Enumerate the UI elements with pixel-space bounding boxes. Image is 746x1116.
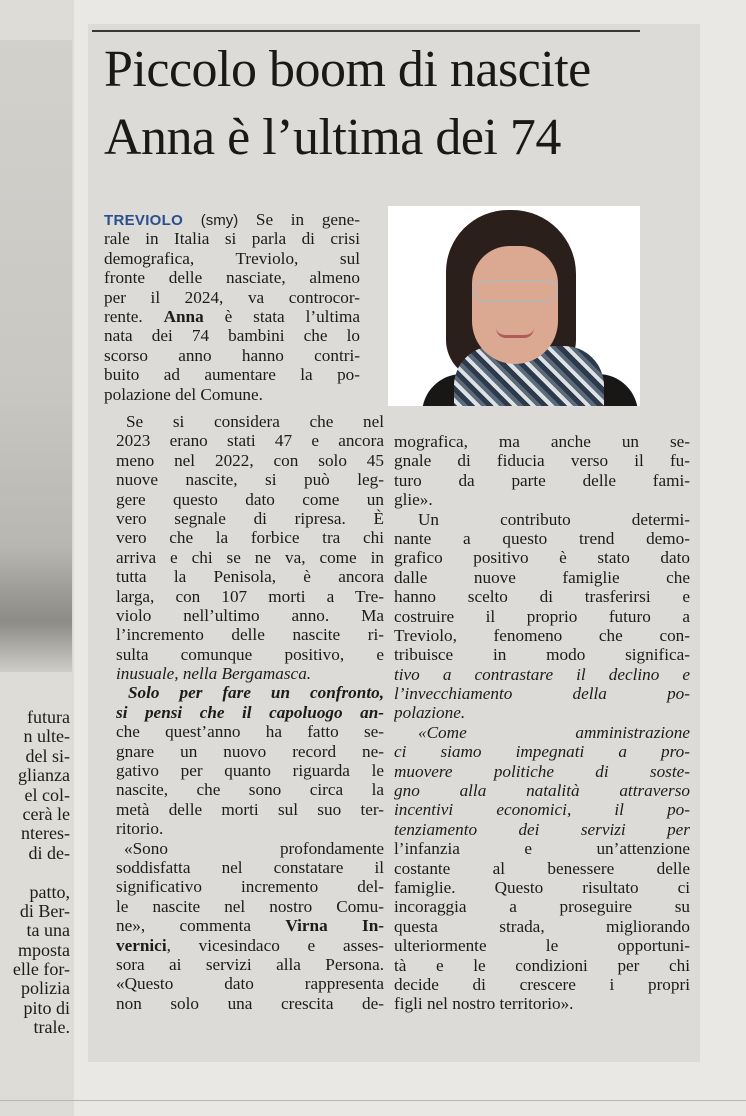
adjacent-text-line: ta una — [26, 920, 70, 941]
text-line: l’infanzia e un’attenzione — [394, 839, 690, 859]
text-line: metà delle morti sul suo ter- — [116, 799, 384, 819]
text-line: tribuisce in modo significa- — [394, 645, 690, 665]
text-line: costante al benessere delle — [394, 858, 690, 878]
text-line: muovere politiche di soste- — [394, 761, 690, 781]
text-line: nata dei 74 bambini che lo — [104, 326, 360, 346]
text-line: l’incremento delle nascite ri- — [116, 625, 384, 645]
text-line: incentivi economici, il po- — [394, 800, 690, 820]
text-line: «Questo dato rappresenta — [116, 974, 384, 994]
text-line: ulteriormente le opportuni- — [394, 936, 690, 956]
text-line: gnare un nuovo record ne- — [116, 741, 384, 761]
text-line: Solo per fare un confronto, — [128, 683, 384, 703]
text-line: violo nell’ultimo anno. Ma — [116, 605, 384, 625]
text-line: Treviolo, fenomeno che con- — [394, 625, 690, 645]
text-line: sulta comunque positivo, e — [116, 644, 384, 664]
text-line: fronte delle nasciate, almeno — [104, 268, 360, 288]
adjacent-text-line: trale. — [33, 1017, 70, 1038]
text-line: nascite, che sono circa la — [116, 780, 384, 800]
text-line: decide di crescere i propri — [394, 974, 690, 994]
headline-line-2: Anna è l’ultima dei 74 — [104, 109, 561, 166]
text-line: gno alla natalità attraverso — [394, 781, 690, 801]
adjacent-text-line: elle for- — [12, 959, 70, 980]
text-line: grafico positivo è stato dato — [394, 548, 690, 568]
text-line: che quest’anno ha fatto se- — [116, 722, 384, 742]
text-line: , vicesindaco e asses- — [166, 935, 384, 955]
portrait-photo — [388, 206, 640, 406]
text-line: sora ai servizi alla Persona. — [116, 954, 384, 974]
text-line: larga, con 107 morti a Tre- — [116, 586, 384, 606]
text-line: tutta la Penisola, è ancora — [116, 567, 384, 587]
text-line: ritorio. — [116, 819, 164, 839]
headline-line-1: Piccolo boom di nascite — [104, 41, 591, 98]
adjacent-text-line: del si- — [25, 745, 70, 766]
text-line: l’invecchiamento della po- — [394, 684, 690, 704]
text-line: incoraggia a proseguire su — [394, 897, 690, 917]
text-line: nante a questo trend demo- — [394, 528, 690, 548]
adjacent-text-line: mposta — [18, 939, 70, 960]
text-line: gere questo dato come un — [116, 489, 384, 509]
name-invernici: vernici — [116, 935, 167, 955]
adjacent-text-line: glianza — [18, 765, 70, 786]
adjacent-text-line: cerà le — [22, 803, 70, 824]
text-line: le nascite nel nostro Comu- — [116, 896, 384, 916]
text-line: buito ad aumentare la po- — [104, 365, 360, 385]
text-line: famiglie. Questo risultato ci — [394, 877, 690, 897]
adjacent-text-line: patto, — [29, 881, 70, 902]
text-line: tenziamento dei servizi per — [394, 819, 690, 839]
author-initials: (smy) — [200, 212, 239, 229]
adjacent-text-line: futura — [27, 708, 70, 727]
text-line: tivo a contrastare il declino e — [394, 664, 690, 684]
text-line: mografica, ma anche un se- — [394, 432, 690, 451]
text-line: «Sono profondamente — [124, 838, 384, 858]
text-line: è stata l’ultima — [224, 306, 360, 326]
column-1-top — [104, 210, 360, 404]
text-line: «Come amministrazione — [418, 722, 690, 742]
adjacent-text-line — [0, 863, 70, 882]
text-line: polazione. — [394, 703, 466, 723]
text-line: meno nel 2022, con solo 45 — [116, 450, 384, 470]
adjacent-article-strip — [0, 0, 74, 1116]
text-line: ci siamo impegnati a pro- — [394, 742, 690, 762]
text-line: Un contributo determi- — [418, 509, 690, 529]
text-line: figli nel nostro territorio». — [394, 994, 574, 1014]
name-virna: Virna In- — [285, 916, 384, 936]
adjacent-text-line: pito di — [23, 997, 70, 1018]
text-line: significativo incremento del- — [116, 877, 384, 897]
text-line: rale in Italia si parla di crisi — [104, 229, 360, 249]
text-line: tà e le condizioni per chi — [394, 955, 690, 975]
text-line: Se si considera che nel — [126, 412, 384, 431]
text-line: ne», commenta — [116, 916, 252, 936]
text-line: vero segnale di ripresa. È — [116, 508, 384, 528]
text-line: questa strada, migliorando — [394, 916, 690, 936]
adjacent-text-line: di de- — [28, 842, 70, 863]
column-2 — [394, 432, 690, 1014]
bottom-rule — [0, 1100, 746, 1101]
text-line: costruire il proprio futuro a — [394, 606, 690, 626]
adjacent-text-line: nteres- — [21, 823, 70, 844]
adjacent-photo — [0, 40, 72, 672]
text-line: si pensi che il capoluogo an- — [116, 702, 384, 722]
top-rule — [92, 30, 640, 32]
text-line: arriva e chi se ne va, come in — [116, 547, 384, 567]
adjacent-text-line: di Ber- — [19, 900, 70, 921]
adjacent-text-line: polizia — [21, 978, 70, 999]
text-line: Se in gene- — [255, 210, 360, 229]
text-line: gativo per quanto riguarda le — [116, 761, 384, 781]
text-line: vero che la forbice tra chi — [116, 528, 384, 548]
text-line: gnale di fiducia verso il fu- — [394, 451, 690, 471]
text-line: per il 2024, va controcor- — [104, 287, 360, 307]
column-1-bottom — [116, 412, 384, 1013]
text-line: demografica, Treviolo, sul — [104, 248, 360, 268]
adjacent-text — [0, 708, 72, 1038]
text-line: turo da parte delle fami- — [394, 470, 690, 490]
headline — [104, 41, 664, 180]
name-anna: Anna — [163, 306, 204, 326]
text-line: inusuale, nella Bergamasca. — [116, 664, 312, 684]
text-line: glie». — [394, 490, 433, 510]
text-line: 2023 erano stati 47 e ancora — [116, 431, 384, 451]
text-line: polazione del Comune. — [104, 384, 263, 404]
adjacent-text-line: el col- — [24, 784, 70, 805]
glasses-shape — [474, 280, 558, 302]
text-line: dalle nuove famiglie che — [394, 567, 690, 587]
text-line: scorso anno hanno contri- — [104, 345, 360, 365]
text-line: non solo una crescita de- — [116, 993, 384, 1013]
text-line: soddisfatta nel constatare il — [116, 857, 384, 877]
dateline: TREVIOLO — [104, 212, 184, 229]
text-line: nuove nascite, si può leg- — [116, 470, 384, 490]
text-line: hanno scelto di trasferirsi e — [394, 587, 690, 607]
text-line: rente. — [104, 306, 143, 326]
adjacent-text-line: n ulte- — [23, 726, 70, 747]
